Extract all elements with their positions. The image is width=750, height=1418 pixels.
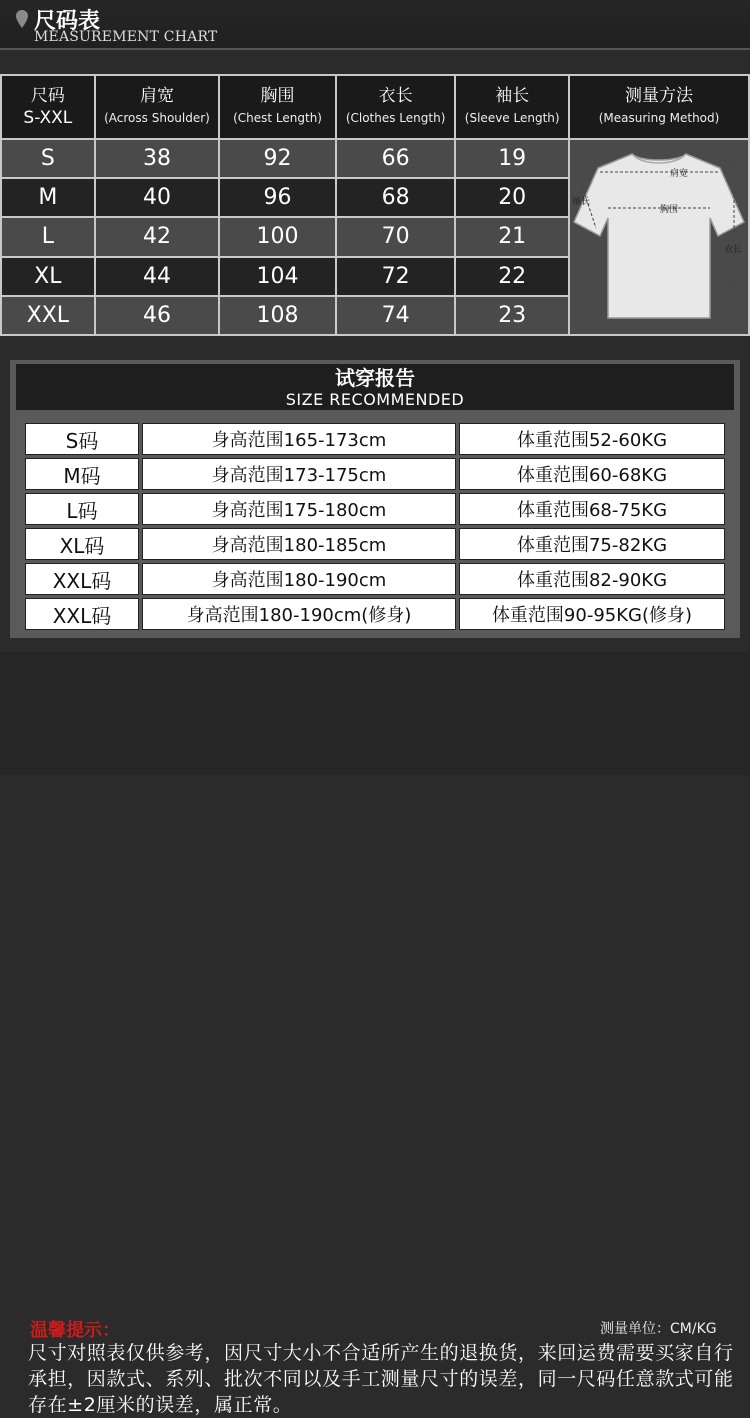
recommend-row xyxy=(25,423,725,455)
sleeve-cell: 21 xyxy=(455,217,569,256)
chest-cell: 92 xyxy=(219,139,336,178)
diagram-label-length: 衣长 xyxy=(724,245,743,255)
size-cell: S xyxy=(1,139,95,178)
col-header-cn: 肩宽 xyxy=(139,86,174,106)
recommend-size: M码 xyxy=(25,458,139,490)
size-chart xyxy=(0,74,750,330)
recommend-row xyxy=(25,458,725,490)
chest-cell: 96 xyxy=(219,178,336,217)
location-pin-icon xyxy=(16,10,28,28)
chest-cell: 108 xyxy=(219,296,336,335)
page-header xyxy=(0,0,750,48)
recommend-size: L码 xyxy=(25,493,139,525)
recommend-row xyxy=(25,563,725,595)
size-cell: L xyxy=(1,217,95,256)
size-recommended-table xyxy=(22,420,728,633)
col-header-en: (Chest Length) xyxy=(233,111,322,125)
col-header-shoulder xyxy=(95,75,220,139)
recommend-size: XL码 xyxy=(25,528,139,560)
recommend-row xyxy=(25,598,725,630)
length-cell: 70 xyxy=(336,217,456,256)
shoulder-cell: 42 xyxy=(95,217,220,256)
diagram-label-shoulder: 肩宽 xyxy=(670,169,689,179)
notes-body: 尺寸对照表仅供参考，因尺寸大小不合适所产生的退换货，来回运费需要买家自行承担，因款式、系列、批次不同以及手工测量尺寸的误差，同一尺码任意款式可能存在±2厘米的误差，属正常。 xyxy=(28,1342,734,1416)
length-cell: 74 xyxy=(336,296,456,335)
shoulder-cell: 38 xyxy=(95,139,220,178)
recommend-height: 身高范围173-175cm xyxy=(142,458,456,490)
col-header-size xyxy=(1,75,95,139)
col-header-en: S-XXL xyxy=(23,108,73,128)
col-header-en: (Sleeve Length) xyxy=(464,111,560,125)
recommend-title: 试穿报告 xyxy=(335,366,415,390)
diagram-label-chest: 胸围 xyxy=(660,205,679,215)
length-cell: 66 xyxy=(336,139,456,178)
shoulder-cell: 44 xyxy=(95,257,220,296)
col-header-en: (Across Shoulder) xyxy=(104,111,210,125)
sleeve-cell: 22 xyxy=(455,257,569,296)
recommend-height: 身高范围180-190cm xyxy=(142,563,456,595)
recommend-height: 身高范围180-190cm(修身) xyxy=(142,598,456,630)
page-title: 尺码表 xyxy=(34,9,101,34)
recommend-weight: 体重范围60-68KG xyxy=(459,458,725,490)
col-header-cn: 衣长 xyxy=(378,86,413,106)
recommend-weight: 体重范围75-82KG xyxy=(459,528,725,560)
measuring-method-diagram xyxy=(569,139,749,335)
size-chart-header-row xyxy=(1,75,749,139)
col-header-cn: 胸围 xyxy=(260,86,295,106)
col-header-method xyxy=(569,75,749,139)
recommend-height: 身高范围180-185cm xyxy=(142,528,456,560)
header-divider xyxy=(0,48,750,50)
recommend-weight: 体重范围82-90KG xyxy=(459,563,725,595)
recommend-size: XXL码 xyxy=(25,563,139,595)
size-cell: XL xyxy=(1,257,95,296)
col-header-cn: 袖长 xyxy=(495,86,530,106)
shoulder-cell: 40 xyxy=(95,178,220,217)
recommend-weight: 体重范围68-75KG xyxy=(459,493,725,525)
recommend-weight: 体重范围52-60KG xyxy=(459,423,725,455)
measurement-unit: 测量单位：CM/KG xyxy=(600,1321,717,1337)
size-row xyxy=(1,139,749,178)
recommend-size: XXL码 xyxy=(25,598,139,630)
col-header-sleeve xyxy=(455,75,569,139)
size-cell: XXL xyxy=(1,296,95,335)
recommend-weight: 体重范围90-95KG(修身) xyxy=(459,598,725,630)
size-recommended-header xyxy=(16,364,734,410)
recommend-size: S码 xyxy=(25,423,139,455)
recommend-row xyxy=(25,493,725,525)
size-cell: M xyxy=(1,178,95,217)
length-cell: 68 xyxy=(336,178,456,217)
chest-cell: 100 xyxy=(219,217,336,256)
col-header-length xyxy=(336,75,456,139)
length-cell: 72 xyxy=(336,257,456,296)
page-subtitle: MEASUREMENT CHART xyxy=(34,29,218,45)
size-chart-table xyxy=(0,74,750,336)
chest-cell: 104 xyxy=(219,257,336,296)
recommend-height: 身高范围165-173cm xyxy=(142,423,456,455)
recommend-height: 身高范围175-180cm xyxy=(142,493,456,525)
diagram-label-sleeve: 袖长 xyxy=(572,197,591,207)
sleeve-cell: 20 xyxy=(455,178,569,217)
sleeve-cell: 19 xyxy=(455,139,569,178)
col-header-cn: 测量方法 xyxy=(625,86,693,106)
tshirt-diagram-icon xyxy=(570,140,748,328)
shoulder-cell: 46 xyxy=(95,296,220,335)
sleeve-cell: 23 xyxy=(455,296,569,335)
col-header-en: (Clothes Length) xyxy=(345,111,446,125)
col-header-chest xyxy=(219,75,336,139)
recommend-row xyxy=(25,528,725,560)
col-header-en: (Measuring Method) xyxy=(598,111,720,125)
notes-title: 温馨提示： xyxy=(30,1320,120,1341)
recommend-subtitle: SIZE RECOMMENDED xyxy=(285,390,465,409)
col-header-cn: 尺码 xyxy=(30,86,65,106)
